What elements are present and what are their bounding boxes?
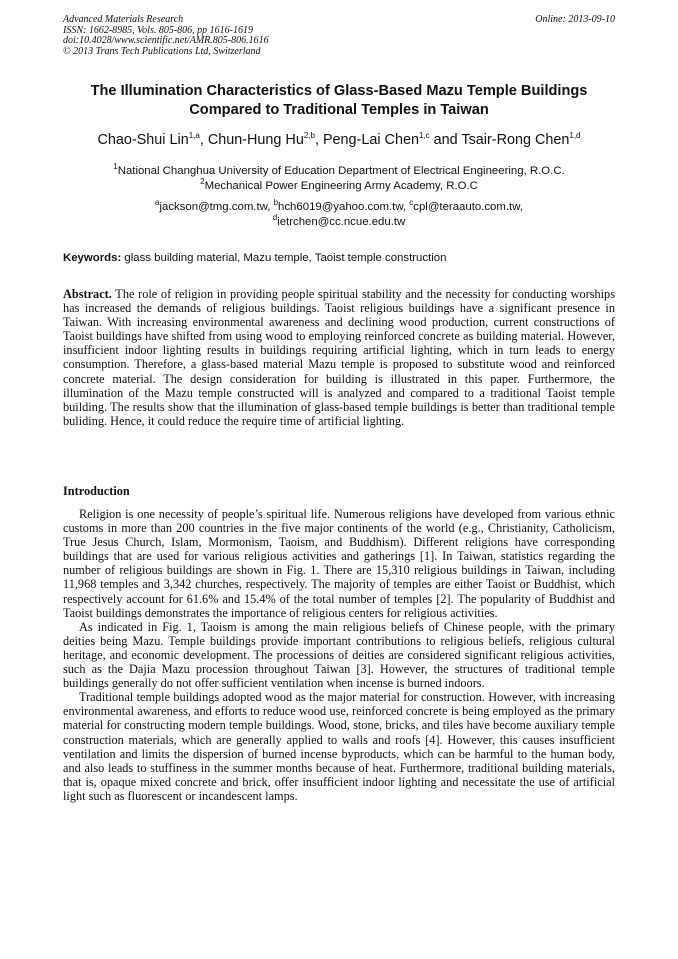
author-sep: , [314, 132, 323, 148]
affiliation-2 [40, 176, 638, 194]
email-d: ietrchen@cc.ncue.edu.tw [277, 215, 406, 228]
keywords [63, 251, 615, 265]
abstract-label: Abstract. [63, 287, 112, 301]
issn-line: ISSN: 1662-8985, Vols. 805-806, pp 1616-1619 [63, 24, 253, 36]
abstract [63, 287, 615, 428]
author-list [30, 130, 648, 150]
intro-paragraph-2: As indicated in Fig. 1, Taoism is among the main religious beliefs of Chinese people, with the primary deities being Mazu. Temple buildings provide important contributions to religious beliefs, religious cultural heritage, and economic development. The processions of deities are considered significant religious activities, such as the Dajia Mazu procession throughout Taiwan [3]. However, the structures of traditional temple buildings generally do not offer sufficient ventilation when incense is burned indoors. [63, 619, 615, 691]
keywords-label: Keywords: [63, 252, 122, 264]
author-name: Tsair-Rong Chen [461, 132, 570, 148]
journal-name: Advanced Materials Research [63, 14, 184, 25]
affiliation-1 [40, 164, 638, 179]
intro-paragraph-3: Traditional temple buildings adopted wood as the major material for construction. However, with increasing environmental awareness, and efforts to reduce wood use, reinforced concrete is being employed as the primary material for constructing modern temple buildings. Wood, stone, bricks, and tiles have become auxiliary temple construction materials, which are generally applied to walls and roofs [4]. However, this causes insufficient ventilation and limits the dispersion of burned incense byproducts, which can be harmful to the human body, and also leads to stuffiness in the summer months because of heat. Furthermore, traditional building materials, that is, opaque mixed concrete and brick, offer insufficient indoor lighting and necessitate the use of artificial light such as fluorescent or incandescent lamps. [63, 690, 615, 803]
email-a: jackson@tmg.com.tw, [159, 201, 271, 213]
title-line-2: Compared to Traditional Temples in Taiwan [189, 102, 489, 118]
email-b: hch6019@yahoo.com.tw, [278, 201, 407, 213]
author-sep: and [429, 132, 462, 148]
email-c: cpl@teraauto.com.tw, [413, 201, 523, 213]
email-line-1: $^a$jackson@tmg.com.tw, $^b$hch6019@yahoo.com.tw, $^c$cpl@teraauto.com.tw, [155, 198, 523, 213]
paper-title [40, 82, 638, 120]
author-emails [40, 200, 638, 229]
abstract-text: The role of religion in providing people spiritual stability and the necessity for conducting worships has increased the demands of religious buildings. Taoist religious buildings have a significant presence in Taiwan. With increasing environmental awareness and declining wood production, current constructions of Taoist buildings have shifted from using wood to employing reinforced concrete as building material. However, insufficient indoor lighting results in buildings requiring artificial lighting, which in turn leads to energy consumption. Therefore, a glass-based material Mazu temple is proposed to substitute wood and reinforced concrete material. The design consideration for building is illustrated in this paper. Furthermore, the illumination of the Mazu temple constructed will is analyzed and compared to a traditional Taoist temple building. The results show that the illumination of glass-based temple buildings is better than traditional temple buliding. Hence, it could reduce the require time of artificial lighting. [63, 287, 615, 428]
keywords-text: glass building material, Mazu temple, Taoist temple construction [121, 252, 447, 264]
author-name: Chao-Shui Lin [97, 132, 189, 148]
author-name: Chun-Hung Hu [207, 132, 304, 148]
affiliations [40, 164, 638, 193]
author-sup: 1,a [188, 131, 200, 141]
affiliation-text: Mechanical Power Engineering Army Academy, R.O.C [204, 179, 478, 192]
introduction-body [63, 507, 615, 803]
doi-line: doi:10.4028/www.scientific.net/AMR.805-806.1616 [63, 35, 269, 47]
affiliation-sup: 1 [113, 162, 118, 172]
affiliation-text: National Changhua University of Education Department of Electrical Engineering, R.O.C. [117, 165, 565, 177]
affiliation-sup: 2 [200, 176, 205, 186]
email-line-2: $^d$ietrchen@cc.ncue.edu.tw [272, 212, 406, 228]
author-sup: 1,d [569, 131, 581, 141]
intro-paragraph-1: Religion is one necessity of people’s spiritual life. Numerous religions have developed from various ethnic customs in more than 200 countries in the five major continents of the world (e.g., Christianity, Catholicism, True Jesus Church, Islam, Mormonism, Taoism, and Buddhism). Different religions have corresponding buildings that are used for various religious activities and gatherings [1]. In Taiwan, statistics regarding the number of religious buildings are shown in Fig. 1. There are 15,310 religious buildings in Taiwan, including 11,968 temples and 3,342 churches, respectively. The majority of temples are either Taoist or Buddhist, which respectively account for 61.6% and 15.4% of the total number of temples [2]. The popularity of Buddhist and Taoist buildings demonstrates the importance of religious centers for religious activities. [63, 507, 615, 620]
author-name: Peng-Lai Chen [322, 132, 419, 148]
title-line-1: The Illumination Characteristics of Glass-Based Mazu Temple Buildings [90, 83, 588, 99]
copyright-line: © 2013 Trans Tech Publications Ltd, Switzerland [63, 46, 261, 58]
author-sup: 1,c [418, 131, 430, 141]
journal-header [63, 15, 615, 58]
author-sup: 2,b [303, 131, 315, 141]
online-date: Online: 2013-09-10 [535, 14, 615, 25]
author-sep: , [199, 132, 208, 148]
section-heading-introduction: Introduction [63, 484, 130, 498]
